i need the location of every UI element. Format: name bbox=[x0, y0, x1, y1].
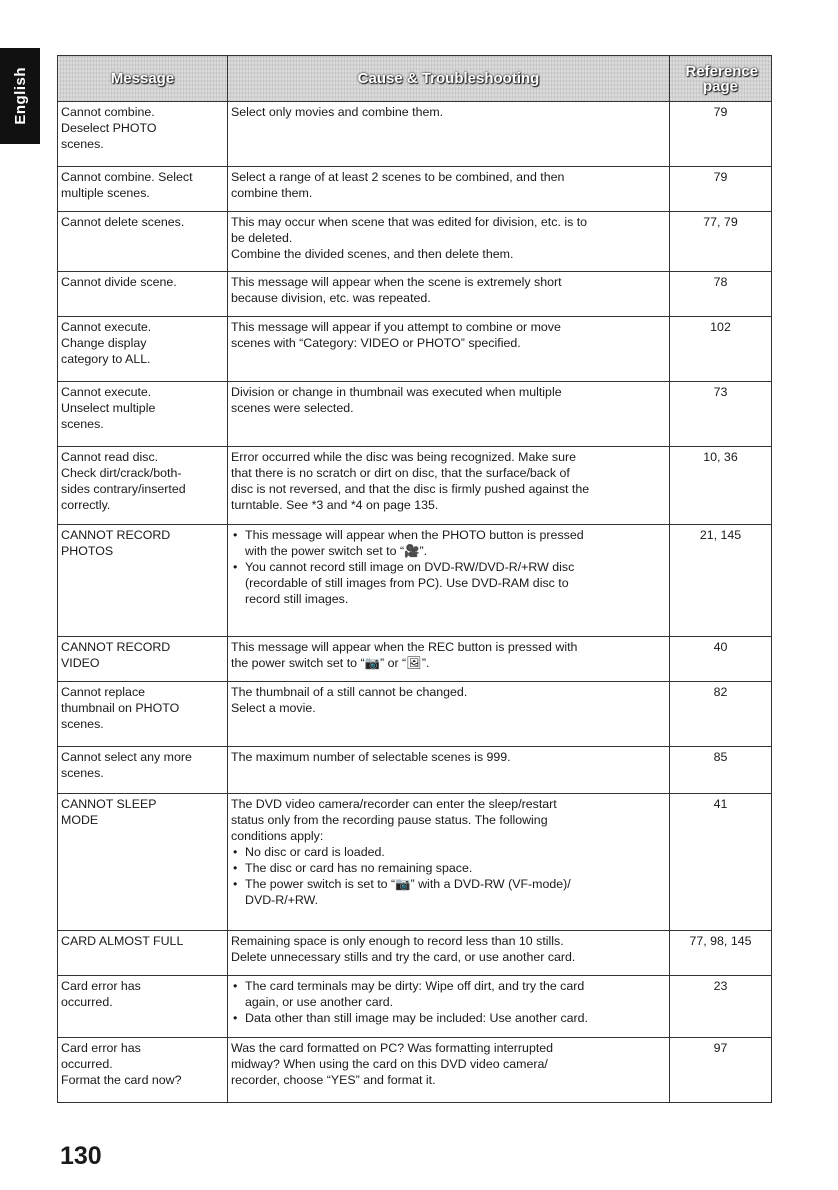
reference-cell: 41 bbox=[670, 794, 772, 931]
cause-bullet: • The card terminals may be dirty: Wipe off dirt, and try the card again, or use another card. bbox=[231, 978, 666, 1010]
cause-text: This message will appear when the REC button is pressed with the power switch set to “📷” or “🖼”. bbox=[231, 640, 578, 670]
reference-cell: 23 bbox=[670, 976, 772, 1038]
message-cell: CANNOT RECORD PHOTOS bbox=[58, 525, 228, 637]
table-row bbox=[58, 637, 772, 682]
table-body bbox=[58, 102, 772, 1103]
reference-cell: 40 bbox=[670, 637, 772, 682]
cause-text: This message will appear if you attempt to combine or move scenes with “Category: VIDEO or PHOTO” specified. bbox=[231, 320, 561, 350]
cause-text: The thumbnail of a still cannot be changed. Select a movie. bbox=[231, 685, 468, 715]
cause-text: Select only movies and combine them. bbox=[231, 105, 444, 119]
cause-bullets bbox=[231, 844, 666, 908]
message-cell: Card error has occurred. Format the card now? bbox=[58, 1038, 228, 1103]
cause-bullets bbox=[231, 527, 666, 607]
table-row bbox=[58, 382, 772, 447]
table-row bbox=[58, 102, 772, 167]
header-message: Message bbox=[58, 56, 228, 102]
cause-bullet: • You cannot record still image on DVD-RW/DVD-R/+RW disc (recordable of still images from PC). Use DVD-RAM disc to record still images. bbox=[231, 559, 666, 607]
cause-cell bbox=[228, 682, 670, 747]
header-reference bbox=[670, 56, 772, 102]
language-tab-label: English bbox=[11, 67, 29, 125]
message-cell: Cannot combine. Deselect PHOTO scenes. bbox=[58, 102, 228, 167]
message-cell: Cannot select any more scenes. bbox=[58, 747, 228, 794]
cause-text: This may occur when scene that was edited for division, etc. is to be deleted. Combine the divided scenes, and then delete them. bbox=[231, 215, 588, 261]
message-cell: CANNOT RECORD VIDEO bbox=[58, 637, 228, 682]
cause-bullets bbox=[231, 978, 666, 1026]
cause-cell bbox=[228, 931, 670, 976]
table-row bbox=[58, 794, 772, 931]
table-row bbox=[58, 167, 772, 212]
cause-bullet: • Data other than still image may be included: Use another card. bbox=[231, 1010, 666, 1026]
reference-cell: 77, 79 bbox=[670, 212, 772, 272]
header-reference-label: Reference page bbox=[685, 62, 759, 95]
cause-text: Division or change in thumbnail was executed when multiple scenes were selected. bbox=[231, 385, 562, 415]
cause-bullet: • The disc or card has no remaining space. bbox=[231, 860, 666, 876]
header-row bbox=[58, 56, 772, 102]
reference-cell: 78 bbox=[670, 272, 772, 317]
table-row bbox=[58, 976, 772, 1038]
reference-cell: 79 bbox=[670, 167, 772, 212]
cause-bullet: • This message will appear when the PHOTO button is pressed with the power switch set to “🎥”. bbox=[231, 527, 666, 559]
table-row bbox=[58, 931, 772, 976]
table-row bbox=[58, 1038, 772, 1103]
cause-cell bbox=[228, 382, 670, 447]
table-row bbox=[58, 525, 772, 637]
reference-cell: 79 bbox=[670, 102, 772, 167]
message-cell: CANNOT SLEEP MODE bbox=[58, 794, 228, 931]
table-row bbox=[58, 212, 772, 272]
cause-text: Select a range of at least 2 scenes to be combined, and then combine them. bbox=[231, 170, 565, 200]
table-row bbox=[58, 682, 772, 747]
language-tab bbox=[0, 48, 40, 144]
message-cell: Cannot execute. Unselect multiple scenes. bbox=[58, 382, 228, 447]
cause-cell bbox=[228, 976, 670, 1038]
table-row bbox=[58, 747, 772, 794]
message-table bbox=[57, 55, 772, 1103]
cause-cell bbox=[228, 525, 670, 637]
message-cell: Cannot combine. Select multiple scenes. bbox=[58, 167, 228, 212]
cause-text: This message will appear when the scene is extremely short because division, etc. was repeated. bbox=[231, 275, 562, 305]
reference-cell: 82 bbox=[670, 682, 772, 747]
cause-text: Error occurred while the disc was being recognized. Make sure that there is no scratch or dirt on disc, that the surface/back of disc is not reversed, and that the disc is firmly pushed against the turntable. See *3 and *4 on page 135. bbox=[231, 450, 590, 512]
cause-bullet: • The power switch is set to “📷” with a DVD-RW (VF-mode)/ DVD-R/+RW. bbox=[231, 876, 666, 908]
message-cell: Cannot delete scenes. bbox=[58, 212, 228, 272]
reference-cell: 21, 145 bbox=[670, 525, 772, 637]
cause-cell bbox=[228, 102, 670, 167]
cause-bullet: • No disc or card is loaded. bbox=[231, 844, 666, 860]
cause-text: The maximum number of selectable scenes is 999. bbox=[231, 750, 511, 764]
message-cell: Cannot execute. Change display category to ALL. bbox=[58, 317, 228, 382]
cause-text: Was the card formatted on PC? Was formatting interrupted midway? When using the card on this DVD video camera/ recorder, choose “YES” and format it. bbox=[231, 1041, 554, 1087]
cause-cell bbox=[228, 212, 670, 272]
message-cell: Cannot replace thumbnail on PHOTO scenes. bbox=[58, 682, 228, 747]
cause-cell bbox=[228, 167, 670, 212]
message-cell: CARD ALMOST FULL bbox=[58, 931, 228, 976]
page-number: 130 bbox=[60, 1142, 102, 1170]
cause-cell bbox=[228, 1038, 670, 1103]
message-cell: Cannot divide scene. bbox=[58, 272, 228, 317]
table-row bbox=[58, 317, 772, 382]
table-row bbox=[58, 272, 772, 317]
reference-cell: 10, 36 bbox=[670, 447, 772, 525]
cause-cell bbox=[228, 447, 670, 525]
reference-cell: 73 bbox=[670, 382, 772, 447]
cause-cell bbox=[228, 637, 670, 682]
message-cell: Card error has occurred. bbox=[58, 976, 228, 1038]
message-cell: Cannot read disc. Check dirt/crack/both- sides contrary/inserted correctly. bbox=[58, 447, 228, 525]
table-row bbox=[58, 447, 772, 525]
cause-cell bbox=[228, 272, 670, 317]
header-cause: Cause & Troubleshooting bbox=[228, 56, 670, 102]
cause-text: The DVD video camera/recorder can enter the sleep/restart status only from the recording pause status. The following conditions apply: bbox=[231, 797, 557, 843]
cause-cell bbox=[228, 747, 670, 794]
reference-cell: 97 bbox=[670, 1038, 772, 1103]
cause-cell bbox=[228, 794, 670, 931]
reference-cell: 85 bbox=[670, 747, 772, 794]
cause-text: Remaining space is only enough to record less than 10 stills. Delete unnecessary stills and try the card, or use another card. bbox=[231, 934, 576, 964]
reference-cell: 77, 98, 145 bbox=[670, 931, 772, 976]
cause-cell bbox=[228, 317, 670, 382]
reference-cell: 102 bbox=[670, 317, 772, 382]
